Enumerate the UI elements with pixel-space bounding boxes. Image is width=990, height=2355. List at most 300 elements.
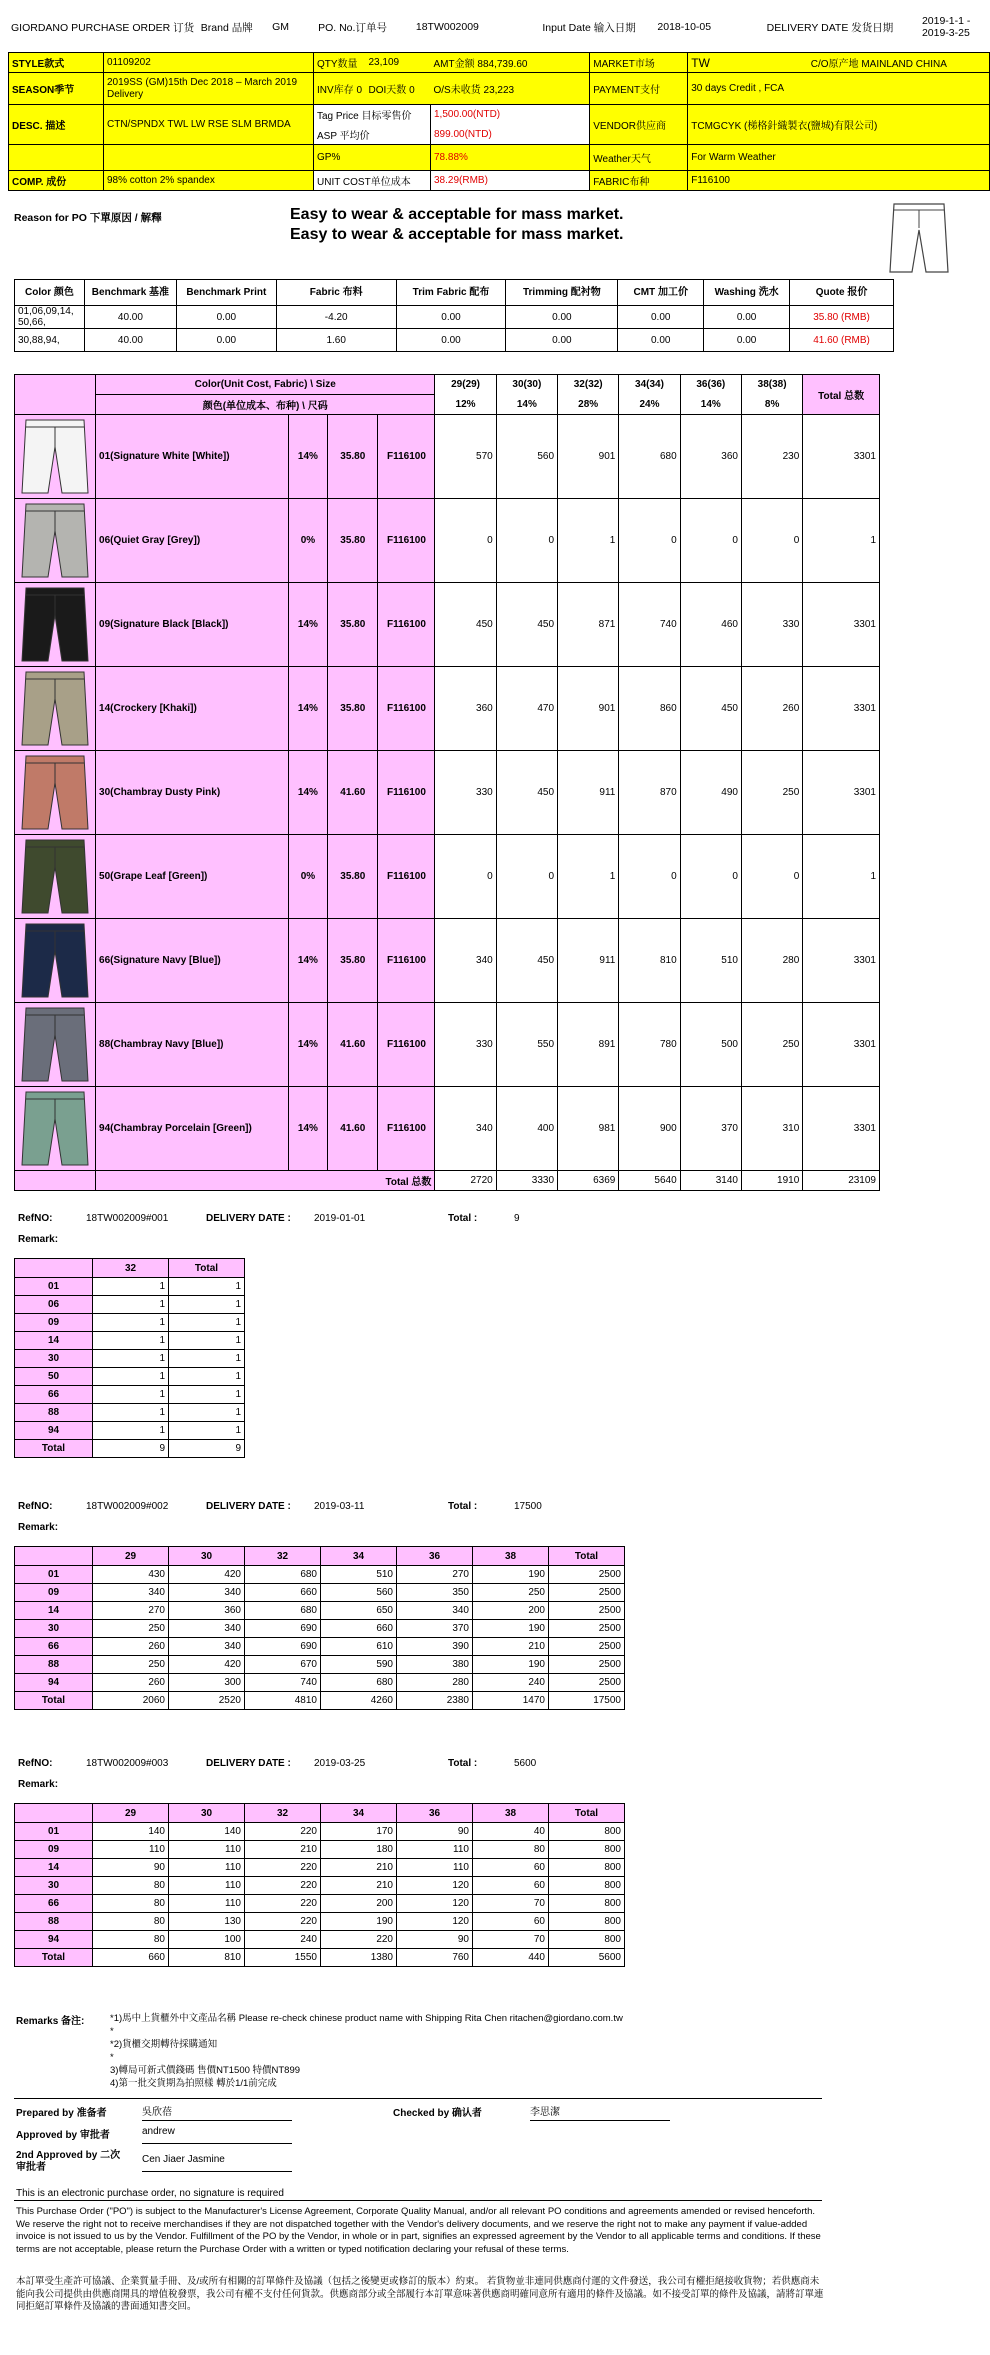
delivery-qty: 1 [169,1368,245,1386]
column-total: 23109 [803,1171,880,1191]
delivery-date: 2019-03-25 [314,1758,366,1769]
size-header: 29(29) [435,375,496,395]
style-value: 01109202 [104,53,314,73]
ref-label: RefNO: [18,1213,53,1224]
delivery-date-label: DELIVERY DATE : [206,1758,291,1769]
approved2-value: Cen Jiaer Jasmine [142,2154,292,2172]
delivery-qty: 60 [473,1877,549,1895]
unit-cost-value: 38.29(RMB) [431,171,590,191]
unit-cost: 35.80 [328,415,378,499]
shorts-image [20,669,90,749]
delivery-qty: 210 [473,1638,549,1656]
delivery-qty: 680 [245,1602,321,1620]
delivery-qty: 250 [93,1656,169,1674]
benchmark-header: Trim Fabric 配布 [396,280,506,306]
delivery-color: 50 [15,1368,93,1386]
delivery-qty: 1 [169,1350,245,1368]
quantity-cell: 0 [741,499,802,583]
quantity-cell: 340 [435,919,496,1003]
color-percent: 14% [288,1003,327,1087]
delivery-qty: 2500 [549,1656,625,1674]
color-name: 06(Quiet Gray [Grey]) [96,499,289,583]
tag-value: 1,500.00(NTD) [431,105,590,125]
quantity-cell: 330 [435,751,496,835]
delivery-qty: 90 [397,1931,473,1949]
delivery-qty: 130 [169,1913,245,1931]
quantity-cell: 680 [619,415,680,499]
delivery-total-qty: 9 [93,1440,169,1458]
footer-divider [14,2200,822,2201]
row-total: 3301 [803,1003,880,1087]
amt-cell [431,53,590,73]
benchmark-cell: 0.00 [618,306,704,329]
remark-1: *1)馬中上貨櫃外中文產品名稱 Please re-check chinese product name with Shipping Rita Chen ritachen@giordano.com.tw [110,2013,623,2024]
delivery-qty: 800 [549,1931,625,1949]
delivery-qty: 660 [245,1584,321,1602]
delivery-qty: 90 [397,1823,473,1841]
ref-number: 18TW002009#001 [86,1213,169,1224]
delivery-row [15,1656,625,1674]
reason-line-2: Easy to wear & acceptable for mass market. [290,226,624,243]
delivery-color: 66 [15,1386,93,1404]
reason-label: Reason for PO 下單原因 / 解釋 [14,212,162,224]
gp-value: 78.88% [431,145,590,171]
quantity-cell: 450 [435,583,496,667]
delivery-header: 38 [473,1547,549,1566]
gp-label: GP% [314,145,431,171]
delivery-qty: 380 [397,1656,473,1674]
quantity-cell: 400 [496,1087,557,1171]
delivery-color: 09 [15,1584,93,1602]
delivery-qty: 60 [473,1859,549,1877]
delivery-color: 94 [15,1422,93,1440]
delivery-qty: 70 [473,1895,549,1913]
benchmark-cell: 30,88,94, [15,329,85,352]
delivery-row [15,1566,625,1584]
product-thumb [15,415,96,499]
benchmark-header: Trimming 配衬物 [506,280,618,306]
delivery-qty: 390 [397,1638,473,1656]
matrix-header-cn: 颜色(单位成本、布种) \ 尺码 [96,395,435,415]
quantity-cell: 280 [741,919,802,1003]
ref-number: 18TW002009#002 [86,1501,169,1512]
delivery-header-row [15,1547,625,1566]
delivery-total-qty: 440 [473,1949,549,1967]
total-label: Total : [448,1501,478,1512]
unit-cost: 41.60 [328,751,378,835]
color-name: 66(Signature Navy [Blue]) [96,919,289,1003]
delivery-qty: 210 [321,1877,397,1895]
delivery-qty: 90 [93,1859,169,1877]
delivery-qty: 220 [245,1877,321,1895]
delivery-header: 38 [473,1804,549,1823]
doi-label: DOI天数 [368,85,407,96]
benchmark-cell: 0.00 [396,306,506,329]
unit-cost: 41.60 [328,1087,378,1171]
delivery-total-qty: 1380 [321,1949,397,1967]
delivery-total-qty: 660 [93,1949,169,1967]
delivery-qty: 800 [549,1823,625,1841]
delivery-qty: 110 [169,1877,245,1895]
remarks-label: Remarks 备注: [16,2016,85,2027]
delivery-qty: 680 [245,1566,321,1584]
color-percent: 14% [288,751,327,835]
delivery-qty: 100 [169,1931,245,1949]
delivery-qty: 80 [93,1931,169,1949]
delivery-total-label: Total [15,1692,93,1710]
tag-label: Tag Price 目标零售价 [314,105,431,125]
os-label: O/S未收货 [433,85,481,96]
color-name: 94(Chambray Porcelain [Green]) [96,1087,289,1171]
delivery-qty: 800 [549,1895,625,1913]
delivery-qty: 510 [321,1566,397,1584]
column-total: 5640 [619,1171,680,1191]
delivery-qty: 80 [93,1895,169,1913]
delivery-qty: 2500 [549,1620,625,1638]
os-cell [431,73,590,105]
comp-label: COMP. 成份 [9,171,104,191]
unit-cost: 35.80 [328,919,378,1003]
quantity-cell: 450 [496,583,557,667]
benchmark-cell: 0.00 [176,329,276,352]
delivery-total: 5600 [514,1758,537,1769]
delivery-qty: 660 [321,1620,397,1638]
delivery-table [14,1258,245,1458]
delivery-color: 88 [15,1656,93,1674]
delivery-qty: 1 [169,1296,245,1314]
delivery-row [15,1823,625,1841]
benchmark-table [14,279,894,352]
delivery-color: 94 [15,1931,93,1949]
delivery-qty: 80 [93,1913,169,1931]
shorts-image [20,417,90,497]
benchmark-cell: 0.00 [506,329,618,352]
total-header: Total 总数 [803,375,880,415]
delivery-qty: 110 [397,1859,473,1877]
size-percent: 14% [680,395,741,415]
delivery-row [15,1422,245,1440]
delivery-qty: 340 [169,1584,245,1602]
season-label: SEASON季节 [9,73,104,105]
delivery-color: 01 [15,1278,93,1296]
size-percent: 24% [619,395,680,415]
delivery-row [15,1386,245,1404]
delivery-table [14,1803,625,1967]
size-header: 38(38) [741,375,802,395]
quantity-cell: 340 [435,1087,496,1171]
season-value: 2019SS (GM)15th Dec 2018 – March 2019 Delivery [104,73,314,105]
desc-label: DESC. 描述 [9,105,104,145]
fabric-code: F116100 [378,499,435,583]
delivery-qty: 80 [473,1841,549,1859]
delivery-total: 17500 [514,1501,542,1512]
delivery-qty: 1 [169,1314,245,1332]
delivery-color: 30 [15,1350,93,1368]
delivery-header: 29 [93,1547,169,1566]
ref-label: RefNO: [18,1501,53,1512]
product-thumb [15,751,96,835]
po-header [8,12,988,42]
delivery-header: 36 [397,1547,473,1566]
delivery-qty: 190 [473,1566,549,1584]
delivery-row [15,1584,625,1602]
terms-cn: 本訂單受生產許可協議、企業質量手冊、及/或所有相關的訂單條件及協議（包括之後變更或修訂的版本）約束。 若貨物並非連同供應商付運的文件發送，我公司有權拒絕接收貨物；若供應商未能向我公司提供由供應商開具的增值稅發票，我公司有權不支付任何貨款。供應商部分或全部履行本訂單意味著供應商明確同意所有適用的條件及協議。如不接受訂單的條件及協議，請將訂單連同拒絕訂單條件及協議的書面通知書交回。 [16,2276,824,2312]
unit-cost: 35.80 [328,583,378,667]
color-percent: 14% [288,415,327,499]
delivery-row [15,1296,245,1314]
quantity-cell: 740 [619,583,680,667]
quantity-cell: 250 [741,1003,802,1087]
delivery-total-qty: 760 [397,1949,473,1967]
delivery-qty: 2500 [549,1602,625,1620]
delivery-qty: 1 [169,1386,245,1404]
benchmark-cell: 0.00 [176,306,276,329]
delivery-date: 2019-03-11 [314,1501,365,1512]
fabric-code: F116100 [378,835,435,919]
reason-line-1: Easy to wear & acceptable for mass market. [290,206,624,223]
fabric-code: F116100 [378,583,435,667]
doi-cell [366,73,431,105]
delivery-total-row [15,1949,625,1967]
delivery-row [15,1332,245,1350]
product-thumb [15,919,96,1003]
delivery-row [15,1620,625,1638]
quantity-cell: 310 [741,1087,802,1171]
fabric-code: F116100 [378,1003,435,1087]
matrix-row [15,667,880,751]
quantity-cell: 901 [558,415,619,499]
quantity-cell: 330 [741,583,802,667]
total-spacer [15,1171,96,1191]
delivery-total-qty: 5600 [549,1949,625,1967]
delivery-qty: 200 [473,1602,549,1620]
quantity-cell: 0 [680,835,741,919]
color-percent: 0% [288,499,327,583]
product-sketch [888,200,950,280]
approved-value: andrew [142,2126,292,2144]
fabric-code: F116100 [378,1087,435,1171]
size-percent: 14% [496,395,557,415]
benchmark-cell: 0.00 [396,329,506,352]
delivery-qty: 1 [169,1278,245,1296]
benchmark-header: Fabric 布料 [276,280,396,306]
style-label: STYLE款式 [9,53,104,73]
color-percent: 14% [288,667,327,751]
approved2-label: 2nd Approved by 二次审批者 [16,2150,121,2173]
total-label: Total : [448,1758,478,1769]
delivery-header: 36 [397,1804,473,1823]
delivery-qty: 110 [169,1895,245,1913]
delivery-qty: 560 [321,1584,397,1602]
quantity-cell: 0 [619,499,680,583]
delivery-qty: 350 [397,1584,473,1602]
delivery-header: Total [549,1547,625,1566]
delivery-date: 2019-01-01 [314,1213,366,1224]
delivery-total-qty: 4260 [321,1692,397,1710]
row-total: 3301 [803,667,880,751]
column-total: 1910 [741,1171,802,1191]
remark-label: Remark: [18,1234,59,1245]
benchmark-cell: 1.60 [276,329,396,352]
delivery-qty: 270 [397,1566,473,1584]
quantity-cell: 510 [680,919,741,1003]
benchmark-header: Color 颜色 [15,280,85,306]
benchmark-cell: 0.00 [704,306,790,329]
color-name: 14(Crockery [Khaki]) [96,667,289,751]
approved-label: Approved by 审批者 [16,2130,110,2141]
remark-label: Remark: [18,1522,59,1533]
matrix-row [15,499,880,583]
quantity-cell: 250 [741,751,802,835]
quantity-cell: 0 [496,499,557,583]
delivery-total: 9 [514,1213,520,1224]
fabric-code: F116100 [378,919,435,1003]
delivery-color: 14 [15,1859,93,1877]
color-percent: 14% [288,1087,327,1171]
delivery-qty: 2500 [549,1638,625,1656]
matrix-row [15,415,880,499]
size-percent: 8% [741,395,802,415]
quantity-cell: 0 [496,835,557,919]
delivery-total-qty: 17500 [549,1692,625,1710]
quantity-cell: 0 [680,499,741,583]
delivery-qty: 340 [169,1620,245,1638]
delivery-qty: 210 [245,1841,321,1859]
row-total: 3301 [803,583,880,667]
unit-cost: 35.80 [328,499,378,583]
inv-label: INV库存 [317,85,354,96]
delivery-header: 30 [169,1547,245,1566]
fabric-label: FABRIC布种 [590,171,688,191]
size-percent: 28% [558,395,619,415]
delivery-qty: 210 [321,1859,397,1877]
delivery-qty: 800 [549,1877,625,1895]
delivery-qty: 220 [245,1895,321,1913]
delivery-total-qty: 810 [169,1949,245,1967]
asp-value: 899.00(NTD) [431,125,590,145]
delivery-qty: 120 [397,1895,473,1913]
delivery-qty: 1 [93,1422,169,1440]
color-percent: 14% [288,583,327,667]
fabric-code: F116100 [378,415,435,499]
delivery-qty: 1 [93,1296,169,1314]
qty-value: 23,109 [366,53,431,73]
delivery-row [15,1278,245,1296]
delivery-header [15,1804,93,1823]
quantity-cell: 0 [619,835,680,919]
delivery-qty: 110 [397,1841,473,1859]
quantity-cell: 550 [496,1003,557,1087]
benchmark-header: Washing 洗水 [704,280,790,306]
delivery-qty: 340 [397,1602,473,1620]
delivery-qty: 360 [169,1602,245,1620]
delivery-qty: 1 [93,1386,169,1404]
benchmark-cell: 0.00 [704,329,790,352]
input-date: 2018-10-05 [657,21,712,33]
delivery-qty: 170 [321,1823,397,1841]
quantity-cell: 1 [558,499,619,583]
delivery-qty: 800 [549,1913,625,1931]
quantity-cell: 360 [435,667,496,751]
terms-en: This Purchase Order ("PO") is subject to the Manufacturer's License Agreement, Corporate Quality Manual, and/or all relevant PO conditions and agreements amended or revised henceforth. We reserve the right not to receive merchandises if they are not dispatched together with the Vendor's delivery documents, and we reserve the right not to make any payment if value-added invoice is not issued to us by the Vendor. Fulfillment of the PO by the Vendor, in whole or in part, signifies an expressed agreement by the Vendor to all applicable terms and conditions. If these terms are not acceptable, please return the Purchase Order with a written or typed notification declaring your refusal of these terms. [16,2206,821,2255]
delivery-header: 32 [93,1259,169,1278]
benchmark-cell: 35.80 (RMB) [790,306,894,329]
delivery-row [15,1895,625,1913]
delivery-color: 14 [15,1332,93,1350]
delivery-total-qty: 1550 [245,1949,321,1967]
quantity-cell: 460 [680,583,741,667]
delivery-qty: 220 [245,1913,321,1931]
quantity-cell: 911 [558,751,619,835]
delivery-row [15,1931,625,1949]
delivery-qty: 140 [93,1823,169,1841]
quantity-cell: 0 [741,835,802,919]
quantity-cell: 330 [435,1003,496,1087]
matrix-row [15,835,880,919]
delivery-qty: 240 [473,1674,549,1692]
delivery-header: Total [169,1259,245,1278]
checked-label: Checked by 确认者 [393,2108,482,2119]
delivery-qty: 370 [397,1620,473,1638]
weather-value: For Warm Weather [688,145,990,171]
remark-label: Remark: [18,1779,59,1790]
delivery-qty: 110 [93,1841,169,1859]
matrix-header-row-2 [15,395,880,415]
delivery-total-qty: 1470 [473,1692,549,1710]
fabric-code: F116100 [378,667,435,751]
unit-cost: 35.80 [328,835,378,919]
delivery-qty: 260 [93,1674,169,1692]
delivery-qty: 240 [245,1931,321,1949]
delivery-qty: 1 [93,1404,169,1422]
delivery-qty: 430 [93,1566,169,1584]
shorts-image [20,1089,90,1169]
row-total: 3301 [803,751,880,835]
payment-value: 30 days Credit , FCA [688,73,990,105]
market-value: TW [688,53,808,73]
benchmark-cell: 0.00 [506,306,618,329]
delivery-qty: 690 [245,1620,321,1638]
delivery-qty: 420 [169,1656,245,1674]
delivery-qty: 1 [169,1422,245,1440]
delivery-row [15,1368,245,1386]
delivery-date-label: DELIVERY DATE : [206,1213,291,1224]
delivery-color: 94 [15,1674,93,1692]
origin-cell [808,53,990,73]
quantity-cell: 370 [680,1087,741,1171]
delivery-header: 30 [169,1804,245,1823]
color-percent: 14% [288,919,327,1003]
delivery-qty: 220 [245,1823,321,1841]
product-thumb [15,1087,96,1171]
quantity-cell: 360 [680,415,741,499]
quantity-cell: 0 [435,835,496,919]
checked-value: 李思潔 [530,2103,670,2121]
quantity-cell: 780 [619,1003,680,1087]
doi-value: 0 [409,85,415,96]
column-total: 2720 [435,1171,496,1191]
quantity-cell: 911 [558,919,619,1003]
delivery-qty: 2500 [549,1566,625,1584]
row-total: 3301 [803,919,880,1003]
size-percent: 12% [435,395,496,415]
delivery-qty: 250 [473,1584,549,1602]
quantity-cell: 870 [619,751,680,835]
shorts-image [20,921,90,1001]
benchmark-cell: 0.00 [618,329,704,352]
weather-label: Weather天气 [590,145,688,171]
delivery-header: 34 [321,1804,397,1823]
